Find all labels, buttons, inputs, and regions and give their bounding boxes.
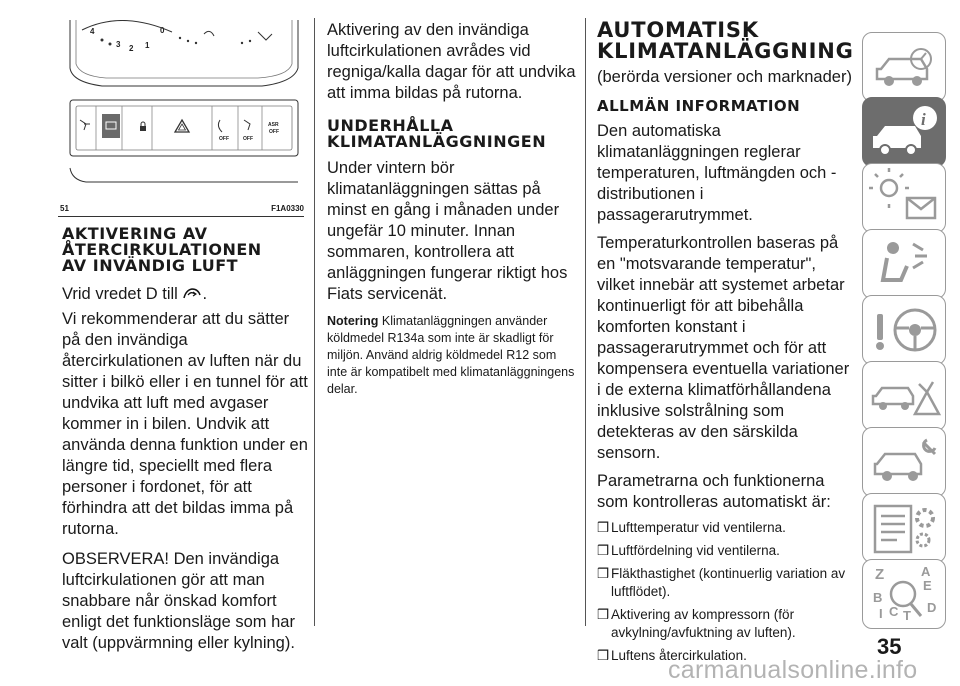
steering-wheel-icon <box>863 296 947 366</box>
index-letter: T <box>903 608 911 623</box>
figure-bottom-rule <box>58 216 304 217</box>
heading-line: KLIMATANLÄGGNING <box>597 39 854 63</box>
index-letter: D <box>927 600 937 615</box>
heading-line: UNDERHÅLLA <box>327 116 454 135</box>
instruction-end: . <box>202 285 208 303</box>
starting-driving-tab[interactable] <box>862 295 946 365</box>
climate-control-panel-figure <box>62 20 304 218</box>
svg-text:1: 1 <box>145 41 150 50</box>
section-heading-general-info: ALLMÄN INFORMATION <box>597 97 801 115</box>
intro-paragraph: Den automatiska klimatanläggningen reglerar temperaturen, luftmängden och -distributionen i passagerarutrymmet. <box>597 122 837 224</box>
maintenance-tab[interactable] <box>862 427 946 497</box>
svg-text:OFF: OFF <box>269 129 279 135</box>
versions-subtitle: (berörda versioner och marknader) <box>597 68 852 86</box>
emergency-car-icon <box>863 362 947 432</box>
recirculation-icon <box>182 286 202 300</box>
bullet-mark: ❒ <box>597 648 610 663</box>
warning-lights-tab[interactable] <box>862 163 946 233</box>
index-letter: A <box>921 564 931 579</box>
index-tab[interactable] <box>862 559 946 629</box>
list-item <box>597 606 852 642</box>
svg-text:i: i <box>921 110 926 129</box>
heading-line: AUTOMATISK <box>597 18 759 42</box>
emergency-tab[interactable] <box>862 361 946 431</box>
heading-line: KLIMATANLÄGGNINGEN <box>327 132 547 151</box>
recommendation-paragraph: Vi rekommenderar att du sätter på den invändiga återcirkulationen av luften när du sitter i bilkö eller i en tunnel för att undvika att luft med avgaser kommer in i bilen. Undvik att använda denna funktion under en längre tid, speciellt med flera personer i fordonet, för att förhindra att det bildas imma på rutorna. <box>62 310 308 538</box>
index-letter: Z <box>875 566 885 583</box>
parameter-list <box>597 519 852 665</box>
parameters-paragraph: Parametrarna och funktionerna som kontrolleras automatiskt är: <box>597 472 831 511</box>
instruction-text: Vrid vredet D till <box>62 285 178 303</box>
section-heading-maintenance <box>327 118 579 150</box>
column-divider <box>314 18 315 626</box>
heading-line: AV INVÄNDIG LUFT <box>62 256 239 275</box>
warning-paragraph: Aktivering av den invändiga luftcirkulationen avrådes vid regniga/kalla dagar för att undvika att imma bildas på rutorna. <box>327 21 576 102</box>
technical-data-tab[interactable] <box>862 493 946 563</box>
car-info-tab[interactable] <box>862 97 946 167</box>
temperature-paragraph: Temperaturkontrollen baseras på en "motsvarande temperatur", vilket innebär att systemet arbetar kontinuerligt för att bibehålla komforten konstant i passagerarutrymmet och för att kompensera eventuella variationer i de externa klimatförhållandena inklusive solstrålning som detekteras av den särskilda sensorn. <box>597 234 850 462</box>
bullet-mark: ❒ <box>597 566 610 581</box>
list-item <box>597 565 852 601</box>
list-item-text: Lufttemperatur vid ventilerna. <box>611 520 786 535</box>
warning-lights-icon <box>863 164 947 234</box>
svg-text:ASR: ASR <box>268 122 279 128</box>
list-item <box>597 542 852 560</box>
heading-line: AKTIVERING AV <box>62 224 208 243</box>
column-3-text <box>597 121 852 513</box>
heading-line: ÅTERCIRKULATIONEN <box>62 240 262 259</box>
list-item-text: Luftens återcirkulation. <box>611 648 747 663</box>
column-1-body <box>62 284 312 654</box>
list-item-text: Luftfördelning vid ventilerna. <box>611 543 780 558</box>
airbag-seat-icon <box>863 230 947 300</box>
figure-reference-number: 51 <box>60 204 69 213</box>
dashboard-tab[interactable] <box>862 32 946 102</box>
index-letter: I <box>879 606 883 621</box>
note-text: Klimatanläggningen använder köldmedel R134a som inte är skadligt för miljön. Använd aldrig köldmedel R12 som inte är kompatibelt med klimatanläggningens delar. <box>327 314 575 396</box>
climate-panel-illustration <box>62 20 304 218</box>
bullet-mark: ❒ <box>597 607 610 622</box>
index-letter: B <box>873 590 883 605</box>
car-maintenance-icon <box>863 428 947 498</box>
figure-code: F1A0330 <box>271 204 304 213</box>
column-3-body <box>597 20 852 665</box>
index-letter: E <box>923 578 932 593</box>
list-item-text: Aktivering av kompressorn (för avkylning/avfuktning av luften). <box>611 607 796 640</box>
note-paragraph <box>327 313 579 398</box>
column-divider <box>585 18 586 626</box>
car-info-icon <box>863 98 947 168</box>
observe-paragraph: OBSERVERA! Den invändiga luftcirkulationen gör att man snabbare når önskad komfort enligt det funktionsläge som har valt (uppvärmning eller kylning). <box>62 550 295 652</box>
index-letter: C <box>889 604 899 619</box>
instruction-paragraph <box>62 284 312 305</box>
bullet-mark: ❒ <box>597 520 610 535</box>
svg-text:4: 4 <box>90 27 95 36</box>
maintenance-paragraph: Under vintern bör klimatanläggningen sättas på minst en gång i månaden under ungefär 10 minuter. Innan sommaren, kontrollera att anläggningen fungerar riktigt hos Fiats servicenät. <box>327 159 568 303</box>
svg-text:OFF: OFF <box>243 136 253 142</box>
column-2-body <box>327 20 579 398</box>
section-heading-recirculation <box>62 226 312 274</box>
note-label: Notering <box>327 314 379 328</box>
technical-data-icon <box>863 494 947 564</box>
svg-text:OFF: OFF <box>219 136 229 142</box>
svg-text:0: 0 <box>160 26 165 35</box>
bullet-mark: ❒ <box>597 543 610 558</box>
section-heading-automatic-climate <box>597 20 852 62</box>
page-number: 35 <box>877 634 902 659</box>
list-item-text: Fläkthastighet (kontinuerlig variation av luftflödet). <box>611 566 846 599</box>
watermark: carmanualsonline.info <box>668 656 918 684</box>
svg-text:2: 2 <box>129 44 134 53</box>
car-dashboard-icon <box>863 33 947 103</box>
list-item <box>597 519 852 537</box>
svg-text:3: 3 <box>116 40 121 49</box>
safety-tab[interactable] <box>862 229 946 299</box>
